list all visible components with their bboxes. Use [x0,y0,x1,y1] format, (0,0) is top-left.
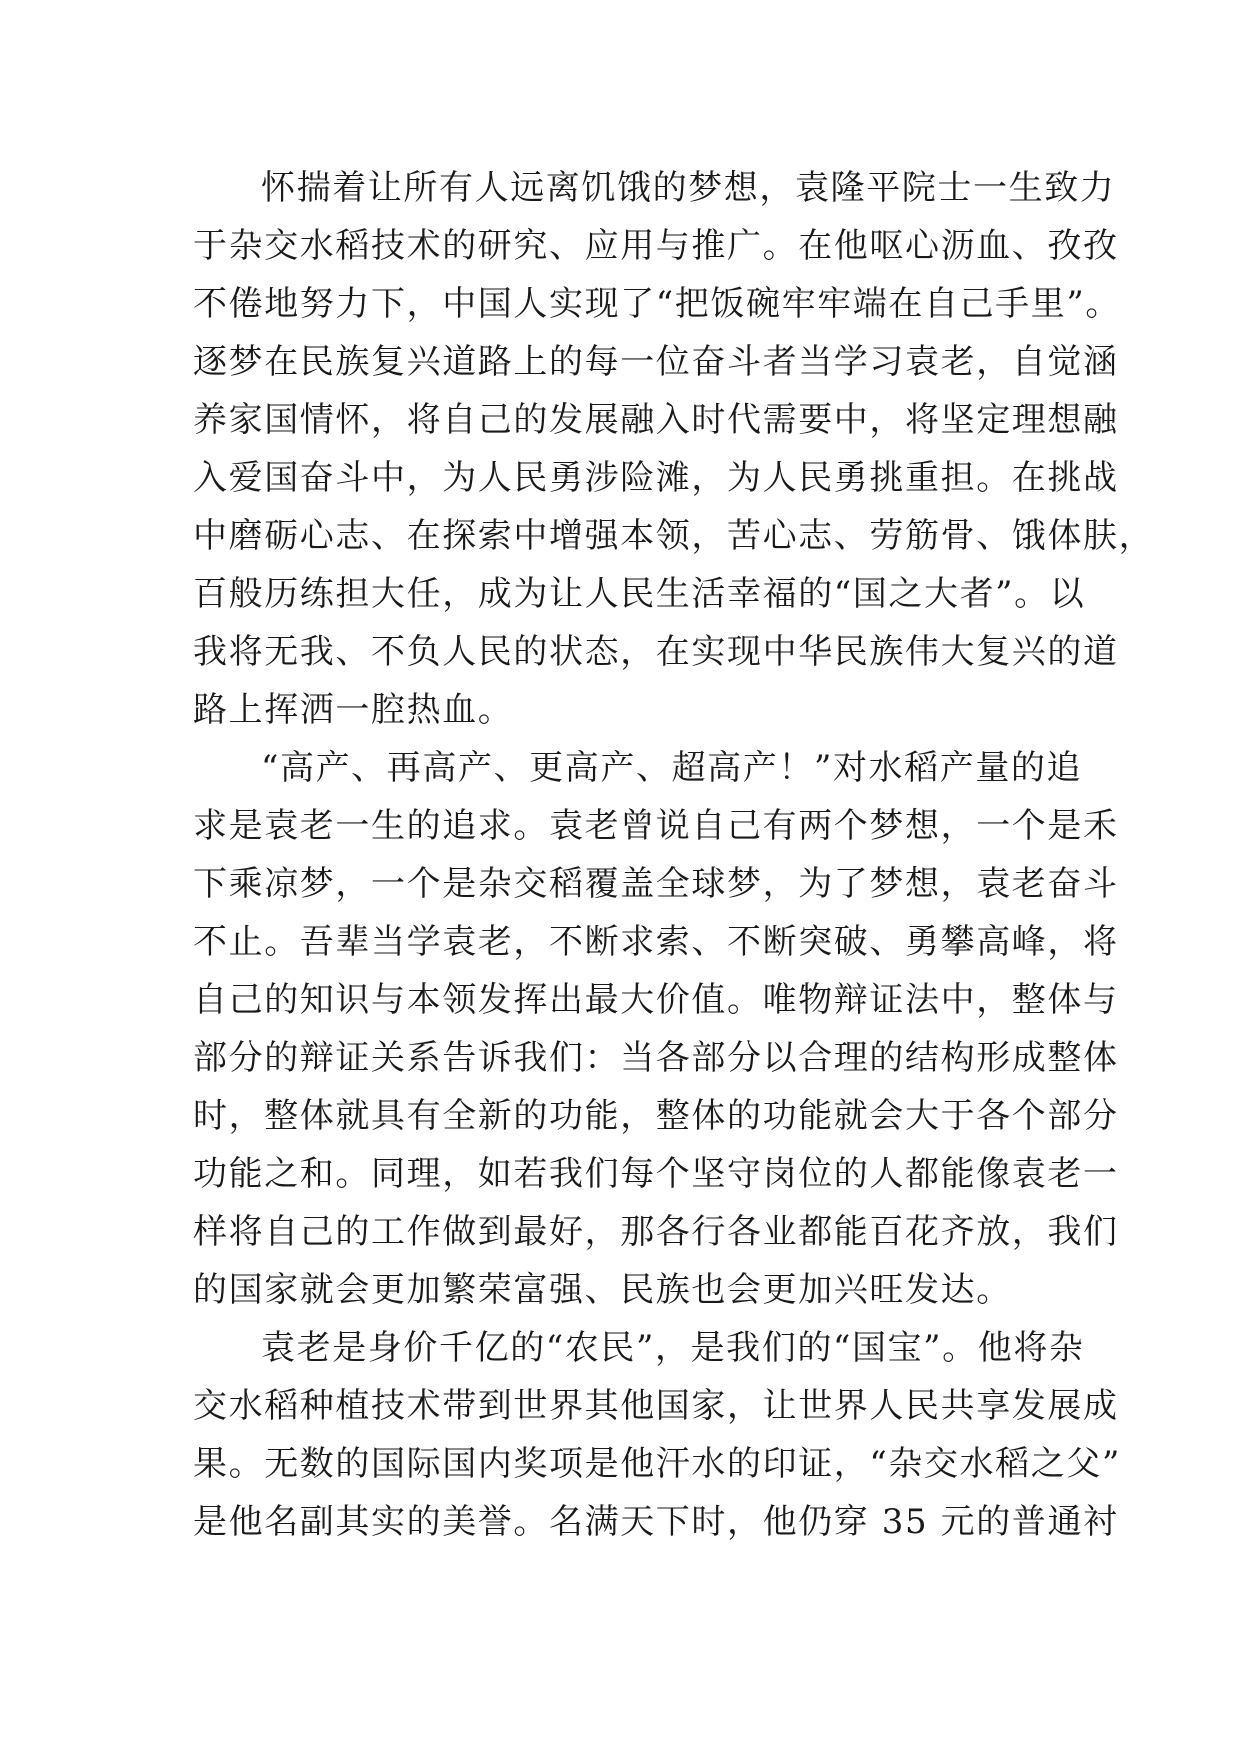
paragraph-1-line: 中磨砺心志、在探索中增强本领，苦心志、劳筋骨、饿体肤， [193,516,1155,556]
paragraph-1-line: 百般历练担大任，成为让人民生活幸福的“国之大者”。以 [193,574,1086,614]
paragraph-3-line: 果。无数的国际国内奖项是他汗水的印证，“杂交水稻之父” [193,1444,1121,1484]
paragraph-2-line: 自己的知识与本领发挥出最大价值。唯物辩证法中，整体与 [193,980,1119,1020]
paragraph-1-line: 逐梦在民族复兴道路上的每一位奋斗者当学习袁老，自觉涵 [193,342,1119,382]
paragraph-2-line: 样将自己的工作做到最好，那各行各业都能百花齐放，我们 [193,1212,1119,1252]
paragraph-3-line: 袁老是身价千亿的“农民”，是我们的“国宝”。他将杂 [261,1328,1085,1368]
body-text [193,159,1155,1551]
paragraph-1-line: 养家国情怀，将自己的发展融入时代需要中，将坚定理想融 [193,400,1119,440]
paragraph-2-line: “高产、再高产、更高产、超高产！”对水稻产量的追 [261,748,1083,788]
paragraph-1-line: 于杂交水稻技术的研究、应用与推广。在他呕心沥血、孜孜 [193,226,1119,266]
paragraph-1-line: 我将无我、不负人民的状态，在实现中华民族伟大复兴的道 [193,632,1119,672]
paragraph-1-line: 不倦地努力下，中国人实现了“把饭碗牢牢端在自己手里”。 [193,284,1121,324]
paragraph-2-line: 功能之和。同理，如若我们每个坚守岗位的人都能像袁老一 [193,1154,1119,1194]
paragraph-2-line: 不止。吾辈当学袁老，不断求索、不断突破、勇攀高峰，将 [193,922,1119,962]
paragraph-3-line: 是他名副其实的美誉。名满天下时，他仍穿 35 元的普通衬 [193,1502,1119,1542]
paragraph-2-line: 时，整体就具有全新的功能，整体的功能就会大于各个部分 [193,1096,1119,1136]
paragraph-2-line: 求是袁老一生的追求。袁老曾说自己有两个梦想，一个是禾 [193,806,1119,846]
paragraph-3-line: 交水稻种植技术带到世界其他国家，让世界人民共享发展成 [193,1386,1119,1426]
paragraph-2-line: 的国家就会更加繁荣富强、民族也会更加兴旺发达。 [193,1270,1012,1310]
paragraph-1-line: 入爱国奋斗中，为人民勇涉险滩，为人民勇挑重担。在挑战 [193,458,1119,498]
paragraph-2-line: 下乘凉梦，一个是杂交稻覆盖全球梦，为了梦想，袁老奋斗 [193,864,1119,904]
paragraph-1-line: 怀揣着让所有人远离饥饿的梦想，袁隆平院士一生致力 [261,168,1116,208]
paragraph-1-line: 路上挥洒一腔热血。 [193,690,514,730]
paragraph-2-line: 部分的辩证关系告诉我们：当各部分以合理的结构形成整体 [193,1038,1119,1078]
